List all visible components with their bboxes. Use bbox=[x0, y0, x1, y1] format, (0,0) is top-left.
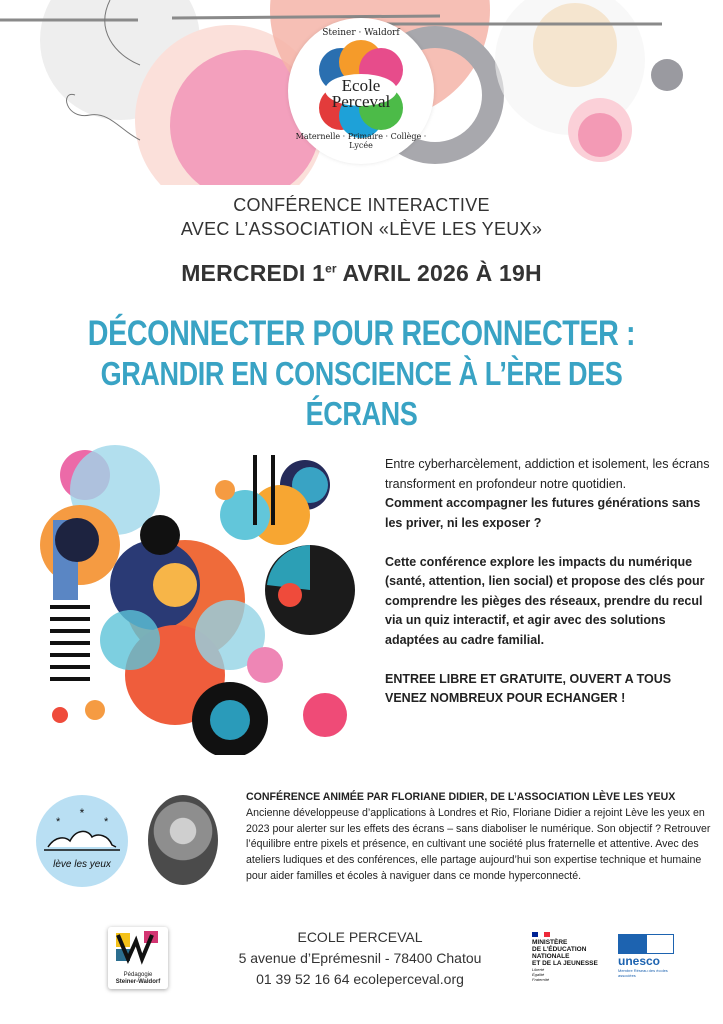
svg-text:*: * bbox=[104, 816, 109, 828]
speaker-bio-text: Ancienne développeuse d’applications à Londres et Rio, Floriane Didier a rejoint Lève les yeux en 2023 pour alerter sur les effets des écrans – sans diaboliser le numérique. Son objectif ? Retrouver l’équilibre entre pixels et présence, en cultivant une société plus fraternelle et attentive. Avec des ateliers ludiques et des conférences, elle partage aujourd’hui son expertise technique et humaine pour aider familles et écoles à naviguer dans ce monde hyperconnecté. bbox=[246, 806, 711, 882]
school-phone-website[interactable]: 01 39 52 16 64 ecoleperceval.org bbox=[256, 971, 464, 987]
svg-text:lève les yeux: lève les yeux bbox=[53, 859, 111, 870]
french-flag-icon bbox=[532, 932, 607, 937]
steiner-waldorf-logo bbox=[108, 927, 168, 989]
unesco-temple-icon bbox=[618, 934, 674, 954]
sw-logo-text: Pédagogie Steiner-Waldorf bbox=[115, 972, 161, 985]
description-question: Comment accompagner les futures générations sans les priver, ni les exposer ? bbox=[385, 496, 701, 530]
event-title: DÉCONNECTER POUR RECONNECTER : GRANDIR EN CONSCIENCE À L’ÈRE DES ÉCRANS bbox=[87, 314, 636, 432]
unesco-logo: unesco Membre Réseau des écoles associées bbox=[618, 934, 674, 978]
abstract-artwork-illustration bbox=[35, 445, 355, 755]
svg-text:*: * bbox=[79, 806, 85, 820]
ministry-logo: MINISTÈRE DE L’ÉDUCATION NATIONALE ET DE LA JEUNESSE Liberté Égalité Fraternité bbox=[532, 932, 607, 982]
description-intro: Entre cyberharcèlement, addiction et isolement, les écrans transforment en profondeur notre quotidien. bbox=[385, 457, 710, 491]
logo-bottom-text: Maternelle · Primaire · Collège · Lycée bbox=[295, 132, 427, 150]
school-address: 5 avenue d’Eprémesnil - 78400 Chatou bbox=[238, 950, 482, 966]
svg-text:*: * bbox=[56, 816, 61, 828]
speaker-bio bbox=[246, 790, 716, 885]
event-description bbox=[385, 455, 710, 709]
logo-top-text: Steiner · Waldorf bbox=[322, 28, 400, 38]
description-body: Cette conférence explore les impacts du numérique (santé, attention, lien social) et propose des clés pour comprendre les pièges des réseaux, prendre du recul via un quiz interactif, et agir avec des solutions adaptées au cadre familial. bbox=[385, 554, 705, 647]
cloud-stars-icon bbox=[36, 795, 128, 887]
speaker-heading: CONFÉRENCE ANIMÉE PAR FLORIANE DIDIER, DE L’ASSOCIATION LÈVE LES YEUX bbox=[246, 791, 676, 803]
cta-line-2: VENEZ NOMBREUX POUR ECHANGER ! bbox=[385, 691, 626, 705]
event-date: MERCREDI 1er AVRIL 2026 À 19H bbox=[181, 260, 542, 286]
sw-mark-icon bbox=[108, 927, 168, 967]
logo-school-name: Ecole Perceval bbox=[331, 76, 391, 111]
cta-line-1: ENTREE LIBRE ET GRATUITE, OUVERT A TOUS bbox=[385, 671, 672, 686]
school-name: ECOLE PERCEVAL bbox=[297, 929, 423, 945]
speaker-photo bbox=[148, 795, 218, 885]
school-contact bbox=[215, 927, 505, 990]
leve-les-yeux-logo bbox=[36, 795, 128, 887]
event-subtitle: CONFÉRENCE INTERACTIVE AVEC L’ASSOCIATION «LÈVE LES YEUX» bbox=[180, 195, 543, 239]
header-decoration bbox=[0, 0, 723, 185]
school-logo bbox=[288, 18, 434, 164]
